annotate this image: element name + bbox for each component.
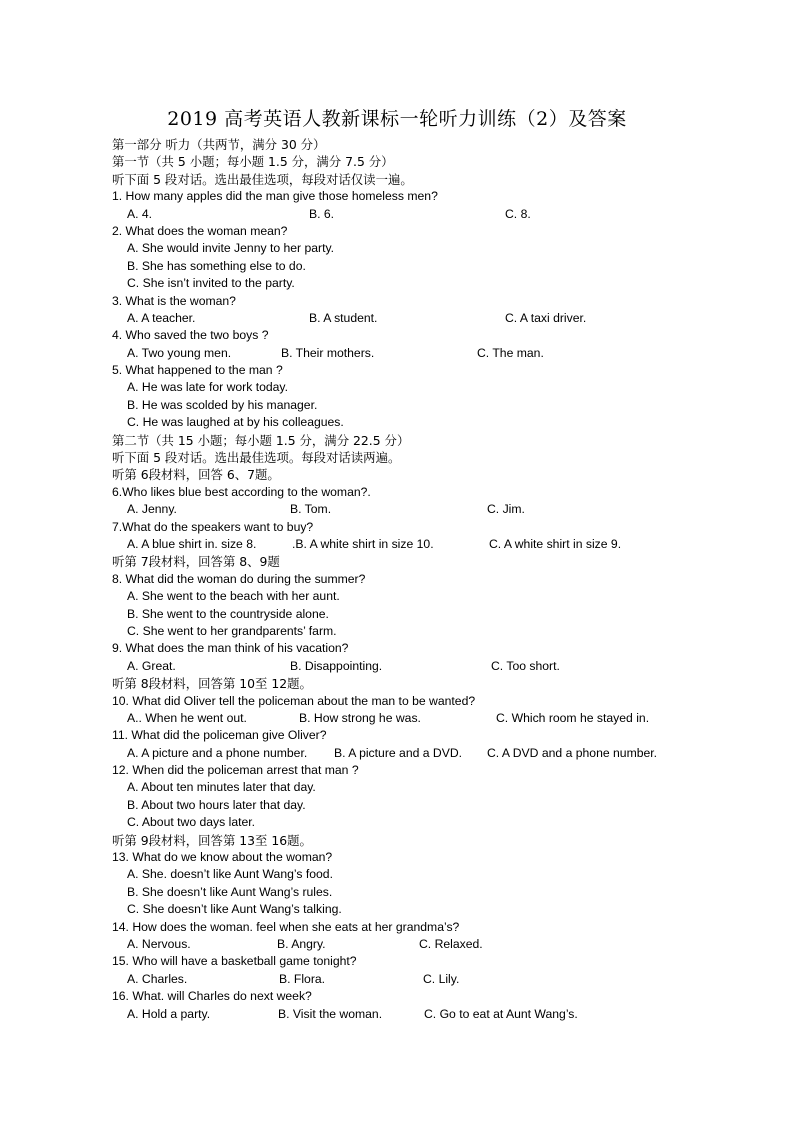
section-heading: 第二节（共 15 小题；每小题 1.5 分，满分 22.5 分） <box>112 432 410 448</box>
question-4: 4. Who saved the two boys ? <box>112 328 269 343</box>
option-b: B. A picture and a DVD. <box>334 745 463 760</box>
option-b: B. Angry. <box>277 936 326 951</box>
option-c: C. She went to her grandparents’ farm. <box>127 623 337 638</box>
option-b: B. Tom. <box>290 502 332 517</box>
option-b: B. Visit the woman. <box>278 1006 383 1021</box>
options-14 <box>112 936 732 953</box>
option-a: A. He was late for work today. <box>127 380 288 395</box>
question-11: 11. What did the policeman give Oliver? <box>112 728 327 743</box>
option-c: C. Too short. <box>491 658 560 673</box>
question-12: 12. When did the policeman arrest that man ? <box>112 763 359 778</box>
option-a: A. A picture and a phone number. <box>127 745 308 760</box>
question-14: 14. How does the woman. feel when she eats at her grandma’s? <box>112 919 460 934</box>
option-c: C. She isn’t invited to the party. <box>127 276 295 291</box>
page-title: 2019 高考英语人教新课标一轮听力训练（2）及答案 <box>167 108 627 130</box>
options-11 <box>112 745 732 762</box>
option-b: B. Their mothers. <box>281 345 375 360</box>
section-heading: 第一节（共 5 小题；每小题 1.5 分，满分 7.5 分） <box>112 154 394 170</box>
material-heading: 听第 9段材料，回答第 13至 16题。 <box>112 832 312 848</box>
question-1: 1. How many apples did the man give those homeless men? <box>112 189 438 204</box>
options-1 <box>112 206 732 223</box>
option-a: A. Jenny. <box>127 502 177 517</box>
question-6: 6.Who likes blue best according to the woman?. <box>112 484 371 499</box>
question-8: 8. What did the woman do during the summer? <box>112 571 366 586</box>
options-7 <box>112 536 732 553</box>
options-10 <box>112 710 732 727</box>
option-a: A. She would invite Jenny to her party. <box>127 241 335 256</box>
option-c: C. A DVD and a phone number. <box>487 745 658 760</box>
option-c: C. Which room he stayed in. <box>496 710 650 725</box>
options-3 <box>112 310 732 327</box>
material-heading: 听第 6段材料，回答 6、7题。 <box>112 467 280 483</box>
option-b: B. Flora. <box>279 971 326 986</box>
option-a: A. She. doesn’t like Aunt Wang’s food. <box>127 867 333 882</box>
option-a: A. Charles. <box>127 971 188 986</box>
question-10: 10. What did Oliver tell the policeman about the man to be wanted? <box>112 693 476 708</box>
instructions: 听下面 5 段对话。选出最佳选项。每段对话读两遍。 <box>112 450 401 466</box>
option-b: B. About two hours later that day. <box>127 797 306 812</box>
option-b: B. He was scolded by his manager. <box>127 397 318 412</box>
option-c: C. He was laughed at by his colleagues. <box>127 415 344 430</box>
option-c: C. A white shirt in size 9. <box>489 536 622 551</box>
option-b: B. Disappointing. <box>290 658 383 673</box>
options-9 <box>112 658 732 675</box>
question-7: 7.What do the speakers want to buy? <box>112 519 314 534</box>
option-c: C. A taxi driver. <box>505 310 587 325</box>
question-5: 5. What happened to the man ? <box>112 363 283 378</box>
option-b: B. A student. <box>309 310 378 325</box>
option-b: B. How strong he was. <box>299 710 421 725</box>
option-b: B. 6. <box>309 206 335 221</box>
options-15 <box>112 971 732 988</box>
options-16 <box>112 1006 732 1023</box>
option-c: C. About two days later. <box>127 815 256 830</box>
option-a: A. Nervous. <box>127 936 191 951</box>
option-a: A. 4. <box>127 206 153 221</box>
option-a: A. Hold a party. <box>127 1006 211 1021</box>
option-b: B. She has something else to do. <box>127 258 306 273</box>
option-a: A. Two young men. <box>127 345 232 360</box>
material-heading: 听第 7段材料，回答第 8、9题 <box>112 554 280 570</box>
option-c: C. The man. <box>477 345 544 360</box>
option-c: C. She doesn’t like Aunt Wang’s talking. <box>127 902 342 917</box>
option-a: A. A teacher. <box>127 310 196 325</box>
option-b: .B. A white shirt in size 10. <box>292 536 434 551</box>
option-a: A. She went to the beach with her aunt. <box>127 589 340 604</box>
option-c: C. Go to eat at Aunt Wang’s. <box>424 1006 578 1021</box>
option-c: C. 8. <box>505 206 531 221</box>
option-a: A. Great. <box>127 658 176 673</box>
option-b: B. She doesn’t like Aunt Wang’s rules. <box>127 884 333 899</box>
exam-content <box>112 136 732 1023</box>
question-3: 3. What is the woman? <box>112 293 236 308</box>
part-heading: 第一部分 听力（共两节，满分 30 分） <box>112 137 326 152</box>
option-a: A. About ten minutes later that day. <box>127 780 316 795</box>
instructions: 听下面 5 段对话。选出最佳选项，每段对话仅读一遍。 <box>112 171 413 187</box>
options-4 <box>112 345 732 362</box>
question-15: 15. Who will have a basketball game tonight? <box>112 954 357 969</box>
options-6 <box>112 501 732 518</box>
question-9: 9. What does the man think of his vacation? <box>112 641 349 656</box>
option-a: A. A blue shirt in. size 8. <box>127 536 257 551</box>
question-13: 13. What do we know about the woman? <box>112 850 333 865</box>
option-b: B. She went to the countryside alone. <box>127 606 329 621</box>
option-c: C. Lily. <box>423 971 460 986</box>
option-c: C. Jim. <box>487 502 525 517</box>
question-16: 16. What. will Charles do next week? <box>112 989 312 1004</box>
material-heading: 听第 8段材料，回答第 10至 12题。 <box>112 676 312 692</box>
option-c: C. Relaxed. <box>419 936 483 951</box>
option-a: A.. When he went out. <box>127 710 247 725</box>
question-2: 2. What does the woman mean? <box>112 223 288 238</box>
